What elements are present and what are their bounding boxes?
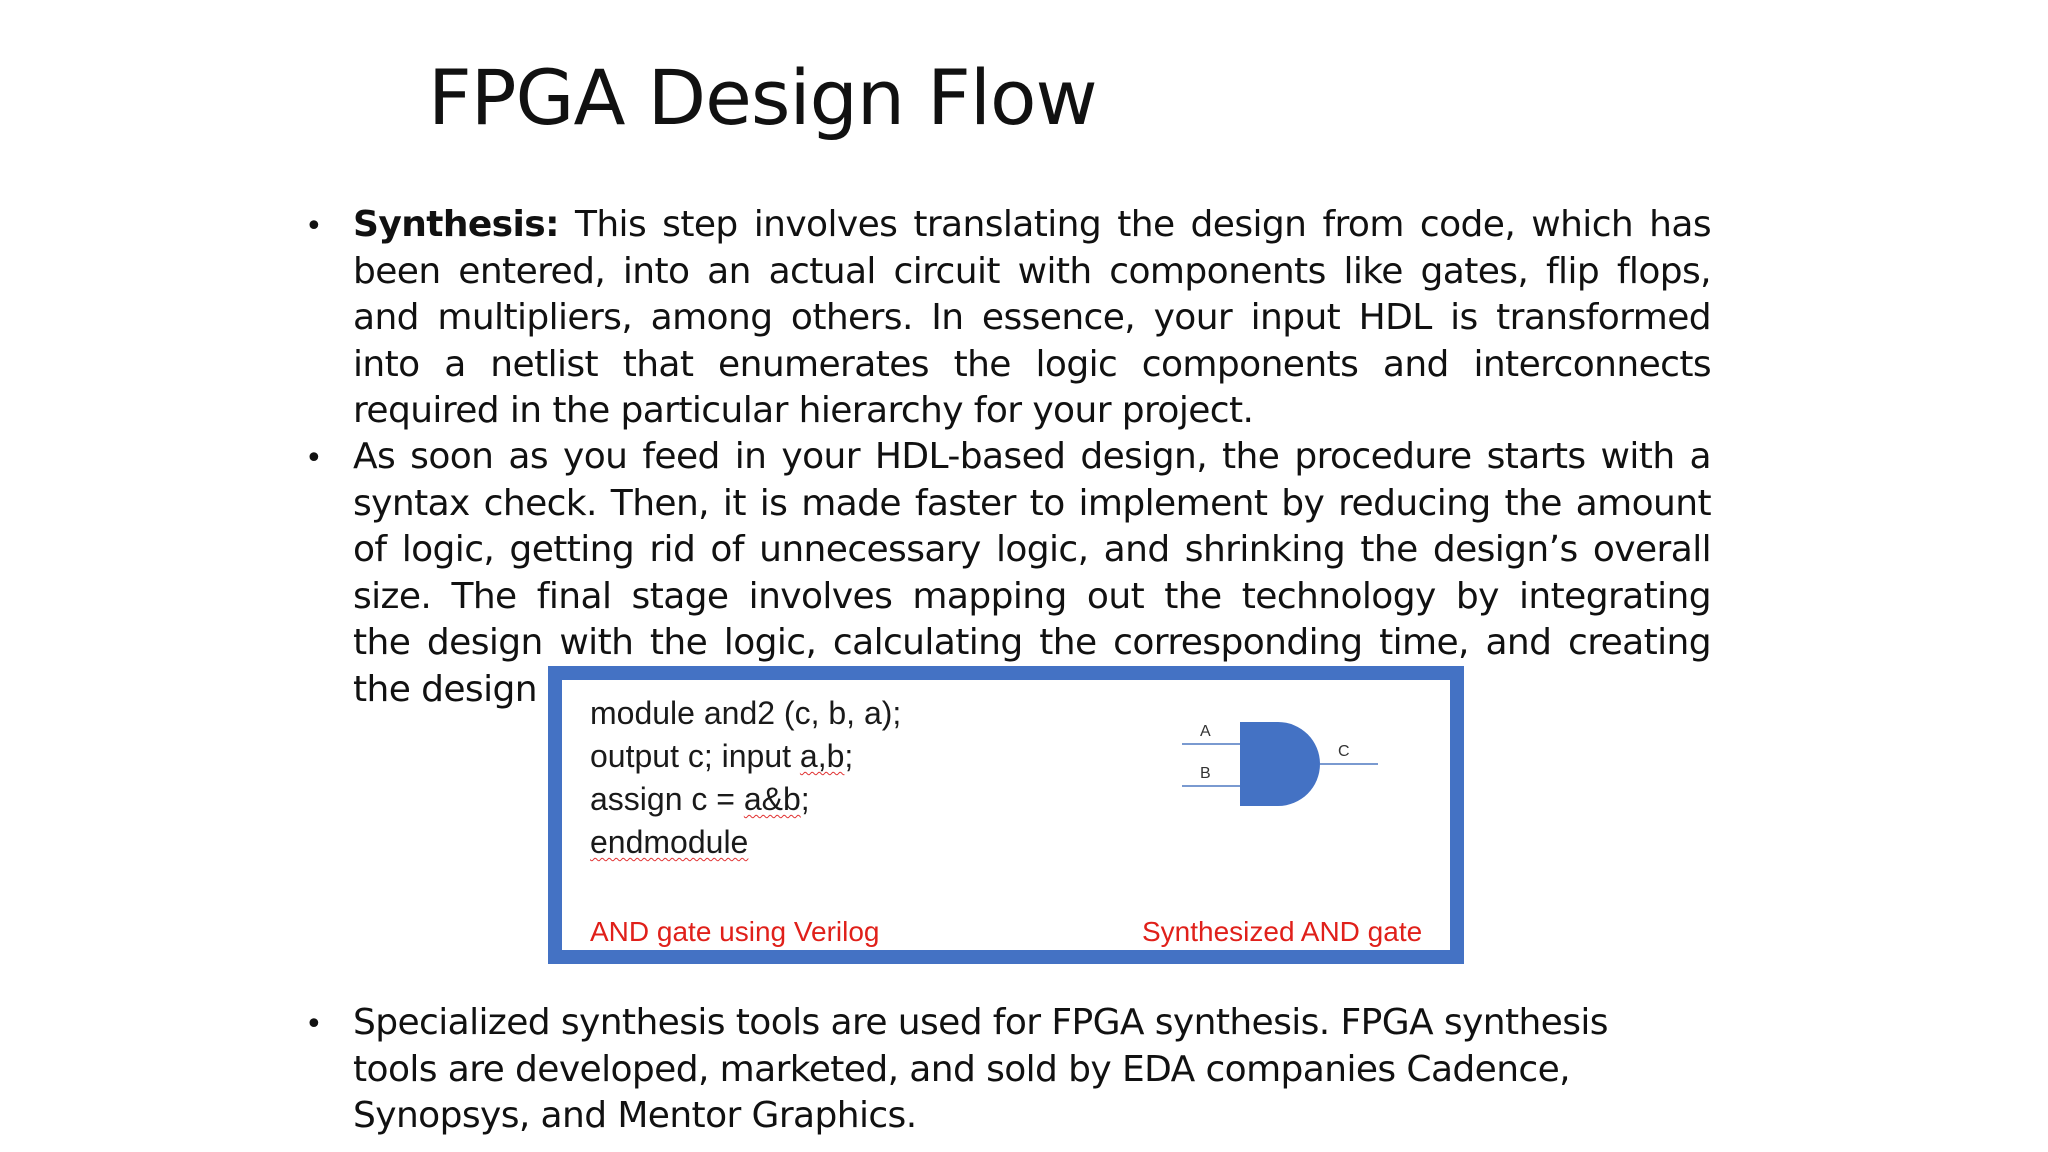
- bullet-line: the design with the logic, calculating the corresponding time, and creating: [353, 622, 1711, 663]
- bullet-synthesis-tools: [353, 1000, 1711, 1140]
- and-gate-figure: [548, 666, 1464, 964]
- input-b-label: B: [1200, 765, 1211, 782]
- bullet-line: been entered, into an actual circuit with components like gates, flip flops,: [353, 250, 1711, 292]
- caption-verilog: AND gate using Verilog: [590, 916, 880, 947]
- bullet-line: required in the particular hierarchy for your project.: [353, 390, 1254, 431]
- code-line: endmodule: [590, 824, 749, 860]
- code-fragment: output c; input: [590, 738, 800, 774]
- code-fragment: ;: [800, 781, 810, 817]
- verilog-code: [590, 692, 901, 864]
- bullet-line: the design: [353, 668, 537, 710]
- bullet-line: and multipliers, among others. In essence, your input HDL is transformed: [353, 297, 1711, 338]
- code-line: [590, 778, 901, 821]
- bullet-line: syntax check. Then, it is made faster to implement by reducing the amount: [353, 482, 1711, 524]
- bullet-line: tools are developed, marketed, and sold by EDA companies Cadence,: [353, 1048, 1571, 1090]
- code-fragment: assign c =: [590, 781, 744, 817]
- code-line: module and2 (c, b, a);: [590, 695, 902, 731]
- code-fragment: ;: [844, 738, 854, 774]
- and-gate-symbol: [1182, 716, 1402, 836]
- bullet-line: Specialized synthesis tools are used for FPGA synthesis. FPGA synthesis: [353, 1002, 1608, 1043]
- bullet-line: of logic, getting rid of unnecessary logic, and shrinking the design’s overall: [353, 529, 1711, 570]
- code-fragment-underlined: a&b: [743, 781, 801, 817]
- synthesis-label: Synthesis:: [353, 204, 559, 245]
- bullet-marker: •: [305, 441, 323, 476]
- caption-synthesized: Synthesized AND gate: [1142, 916, 1423, 947]
- bullet-line: into a netlist that enumerates the logic components and interconnects: [353, 343, 1711, 385]
- bullet-marker: •: [305, 1007, 323, 1042]
- bullet-line: size. The final stage involves mapping out the technology by integrating: [353, 575, 1711, 617]
- code-line: [590, 735, 901, 778]
- bullet-line: As soon as you feed in your HDL-based design, the procedure starts with a: [353, 436, 1711, 477]
- bullet-synthesis: [353, 202, 1711, 435]
- bullet-marker: •: [305, 209, 323, 244]
- slide-title: FPGA Design Flow: [428, 53, 1097, 142]
- figure-panel: [562, 680, 1450, 950]
- bullet-line: [353, 202, 1711, 249]
- code-fragment-underlined: a,b: [799, 738, 845, 774]
- bullet-line: Synopsys, and Mentor Graphics.: [353, 1095, 917, 1136]
- input-a-label: A: [1200, 723, 1211, 740]
- and-gate-body: [1240, 722, 1320, 806]
- bullet-text: This step involves translating the design from code, which has: [558, 204, 1711, 245]
- output-label: C: [1338, 743, 1350, 760]
